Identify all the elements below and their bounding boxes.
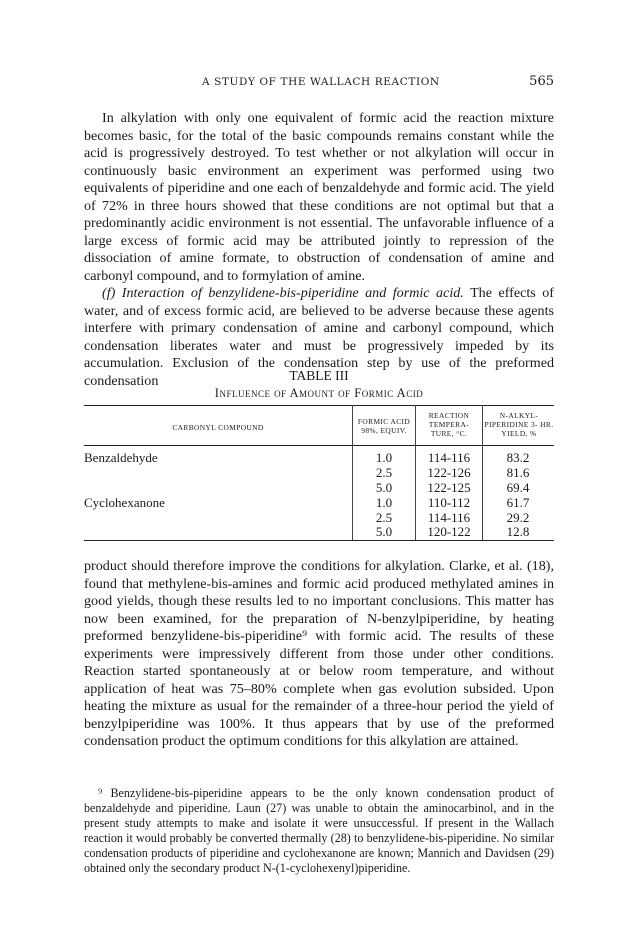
table-cell-equiv: 5.0	[375, 480, 393, 495]
body-text-top	[84, 110, 554, 390]
table-top-rule	[84, 405, 554, 406]
table-cell-temp: 120-122	[427, 524, 471, 539]
paragraph-text: The effects of water, and of excess formic acid, are believed to be adverse because these agents interfere with primary condensation of amine and carbonyl compound, which condensation liberates water and must be progressively impeded by its accumulation. Exclusion of the condensation step by use of the preformed condensation	[84, 285, 554, 389]
footnote	[84, 786, 554, 876]
table-cell-temp: 110-112	[427, 495, 471, 510]
table-cell-equiv: 5.0	[375, 524, 393, 539]
table-cell-temp: 114-116	[427, 450, 471, 465]
paragraph-label: (f) Interaction of benzylidene-bis-piperidine and formic acid.	[102, 285, 464, 301]
table-cell-equiv: 2.5	[375, 510, 393, 525]
table-cell-temp: 122-125	[427, 480, 471, 495]
table-cell-yield: 12.8	[506, 524, 530, 539]
table-cell-temp: 122-126	[427, 465, 471, 480]
running-title: A STUDY OF THE WALLACH REACTION	[202, 76, 440, 88]
table-cell-yield: 69.4	[506, 480, 530, 495]
footnote-text: ⁹ Benzylidene-bis-piperidine appears to be the only known condensation product of benzaldehyde and piperidine. Laun (27) was unable to obtain the aminocarbinol, and in the present study attempts to make and isolate it were unsuccessful. If present in the Wallach reaction it would probably be converted thermally (28) to benzylidene-bis-piperidine. No similar condensation products of piperidine and cyclohexanone are known; Mannich and Davidsen (29) obtained only the secondary product N-(1-cyclohexenyl)piperidine.	[84, 786, 554, 875]
paragraph: In alkylation with only one equivalent of formic acid the reaction mixture becomes basic, for the total of the basic compounds remains constant while the acid is progressively destroyed. To test whether or not alkylation will occur in continuously basic environment an experiment was performed using two equivalents of piperidine and one each of benzaldehyde and formic acid. The yield of 72% in three hours showed that these conditions are not optimal but that a predominantly acidic environment is not essential. The unfavorable influence of a large excess of formic acid may be attributed jointly to repression of the dissociation of amine formate, to obstruction of condensation of amine and carbonyl compound, and to formylation of amine.	[84, 110, 554, 284]
table-cell-equiv: 1.0	[375, 495, 393, 510]
table-cell-compound: Cyclohexanone	[84, 495, 165, 510]
page-number: 565	[529, 74, 554, 89]
table-cell-yield: 29.2	[506, 510, 530, 525]
table-bottom-rule	[84, 540, 554, 541]
table-cell-equiv: 1.0	[375, 450, 393, 465]
body-text-bottom	[84, 558, 554, 751]
paragraph: product should therefore improve the conditions for alkylation. Clarke, et al. (18), found that methylene-bis-amines and formic acid produced methylated amines in good yields, though these results led to no important conclusions. This matter has now been examined, for the preparation of N-benzylpiperidine, by heating preformed benzylidene-bis-piperidine⁹ with formic acid. The results of these experiments were impressively different from those under other conditions. Reaction started spontaneously at or below room temperature, and without application of heat was 75–80% complete when gas evolution subsided. Upon heating the mixture as usual for the remainder of a three-hour period the yield of benzylpiperidine was 100%. It thus appears that by use of the preformed condensation product the optimum conditions for this alkylation are attained.	[84, 558, 554, 749]
column-header: CARBONYL COMPOUND	[172, 423, 264, 432]
column-header: N-ALKYL- PIPERIDINE 3- HR. YIELD, %	[484, 411, 554, 438]
table-header-rule	[84, 445, 554, 446]
table-subtitle: Influence of Amount of Formic Acid	[214, 386, 424, 400]
table-cell-yield: 61.7	[506, 495, 530, 510]
table-cell-yield: 81.6	[506, 465, 530, 480]
column-header: FORMIC ACID 98%, EQUIV.	[357, 417, 411, 435]
table-cell-compound: Benzaldehyde	[84, 450, 158, 465]
table-cell-yield: 83.2	[506, 450, 530, 465]
table-title: TABLE III	[289, 368, 349, 383]
table-cell-equiv: 2.5	[375, 465, 393, 480]
column-header: REACTION TEMPERA- TURE, °C.	[428, 411, 470, 438]
table-cell-temp: 114-116	[427, 510, 471, 525]
